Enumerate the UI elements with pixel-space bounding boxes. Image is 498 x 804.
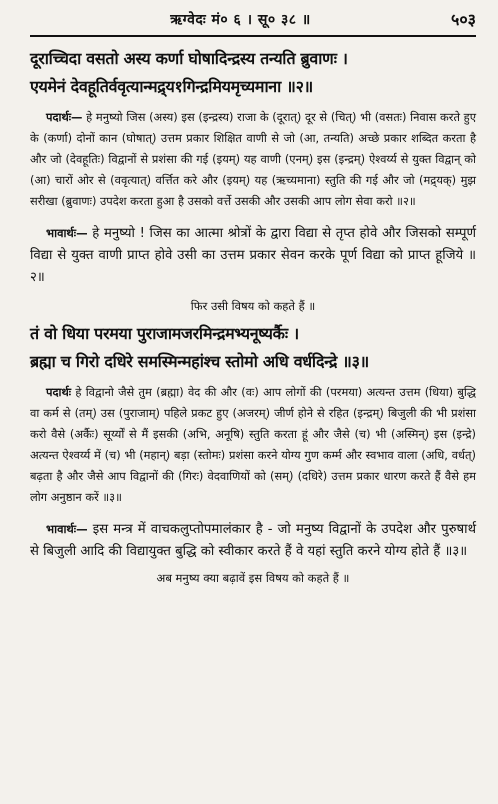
bhavartha-label: भावार्थः— — [46, 226, 88, 240]
mantra-line: ब्रह्मा च गिरो दधिरे समस्मिन्महांश्च स्तोमो अधि वर्धदिन्द्रे ॥३॥ — [30, 352, 369, 371]
padartha-text: हे मनुष्यो जिस (अस्य) इस (इन्द्रस्य) राजा के (दूरात्) दूर से (चित्) भी (वसतः) निवास करते हुए के (कर्णा) दोनों कान (घोषात्) उत्तम प्रकार शिक्षित वाणी से जो (आ, तन्यति) अच्छे प्रकार शब्दित करता है और जो (देवहूतिः) विद्वानों से प्रशंसा की गई (इयम्) यह वाणी (एनम्) इस (इन्द्रम्) ऐश्वर्य्य से युक्त विद्वान् को (आ) चारों ओर से (ववृत्यात्) वर्त्तित करे और (इयम्) यह (ऋच्यमाना) स्तुति की गई और जो (मद्र्यक्) मुझ सरीखा (ब्रुवाणः) उपदेश करता हुआ है उसको वर्त्ते उसकी और उसकी आप लोग सेवा करो ॥२॥ — [30, 110, 476, 208]
mantra-line: तं वो धिया परमया पुराजामजरमिन्द्रमभ्यनूष्यर्कैः । — [30, 324, 299, 343]
bhavartha-text: इस मन्त्र में वाचकलुप्तोपमालंकार है - जो मनुष्य विद्वानों के उपदेश और पुरुषार्थ से बिजुली आदि की विद्यायुक्त बुद्धि को स्वीकार करते हैं वे यहां स्तुति करने योग्य होते हैं ॥३॥ — [30, 522, 476, 559]
mantra-line: एयमेनं देवहूतिर्ववृत्यान्मद्र्य१गिन्द्रमियमृच्यमाना ॥२॥ — [30, 77, 313, 96]
page-header — [30, 8, 476, 30]
mantra-3 — [30, 320, 476, 376]
bhavartha-paragraph — [30, 518, 476, 563]
bhavartha-paragraph — [30, 222, 476, 289]
transition-line: फिर उसी विषय को कहते हैं ॥ — [190, 299, 316, 313]
bhavartha-label: भावार्थः— — [46, 522, 88, 536]
mantra-line: दूराच्चिदा वसतो अस्य कर्णा घोषादिन्द्रस्य तन्यति ब्रुवाणः । — [30, 49, 348, 68]
header-divider — [30, 35, 476, 37]
next-topic-line: अब मनुष्य क्या बढ़ावें इस विषय को कहते हैं ॥ — [156, 571, 350, 585]
chapter-reference: ऋग्वेदः मं० ६ । सू० ३८ ॥ — [170, 11, 311, 28]
padartha-paragraph — [30, 382, 476, 508]
padartha-paragraph — [30, 107, 476, 212]
bhavartha-text: हे मनुष्यो ! जिस का आत्मा श्रोत्रों के द्वारा विद्या से तृप्त होवे और जिसको सम्पूर्ण विद्या से युक्त वाणी प्राप्त होवे उसी का उत्तम प्रकार सेवन करके पूर्ण विद्या को प्राप्त हूजिये ॥२॥ — [30, 226, 476, 285]
padartha-label: पदार्थः — [46, 385, 72, 399]
padartha-text: हे विद्वानो जैसे तुम (ब्रह्मा) वेद की और (वः) आप लोगों की (परमया) अत्यन्त उत्तम (धिया) बुद्धि वा कर्म से (तम्) उस (पुराजाम्) पहिले प्रकट हुए (अजरम्) जीर्ण होने से रहित (इन्द्रम्) बिजुली की भी प्रशंसा करो वैसे (अर्कैः) सूर्य्यों से मैं इसकी (अभि, अनूषि) स्तुति करता हूं और जैसे (च) भी (अस्मिन्) इस (इन्द्रे) अत्यन्त ऐश्वर्य्य में (च) भी (महान्) बड़ा (स्तोमः) प्रशंसा करने योग्य गुण कर्म्म और स्वभाव वाला (अधि, वर्धत्) बढ़ता है और जैसे आप विद्वानों की (गिरः) वेदवाणियों को (सम्) (दधिरे) उत्तम प्रकार धारण करते हैं वैसे हम लोग अनुष्ठान करें ॥३॥ — [30, 385, 476, 504]
mantra-2 — [30, 45, 476, 101]
padartha-label: पदार्थः— — [46, 110, 83, 124]
page-number: ५०३ — [451, 10, 476, 29]
